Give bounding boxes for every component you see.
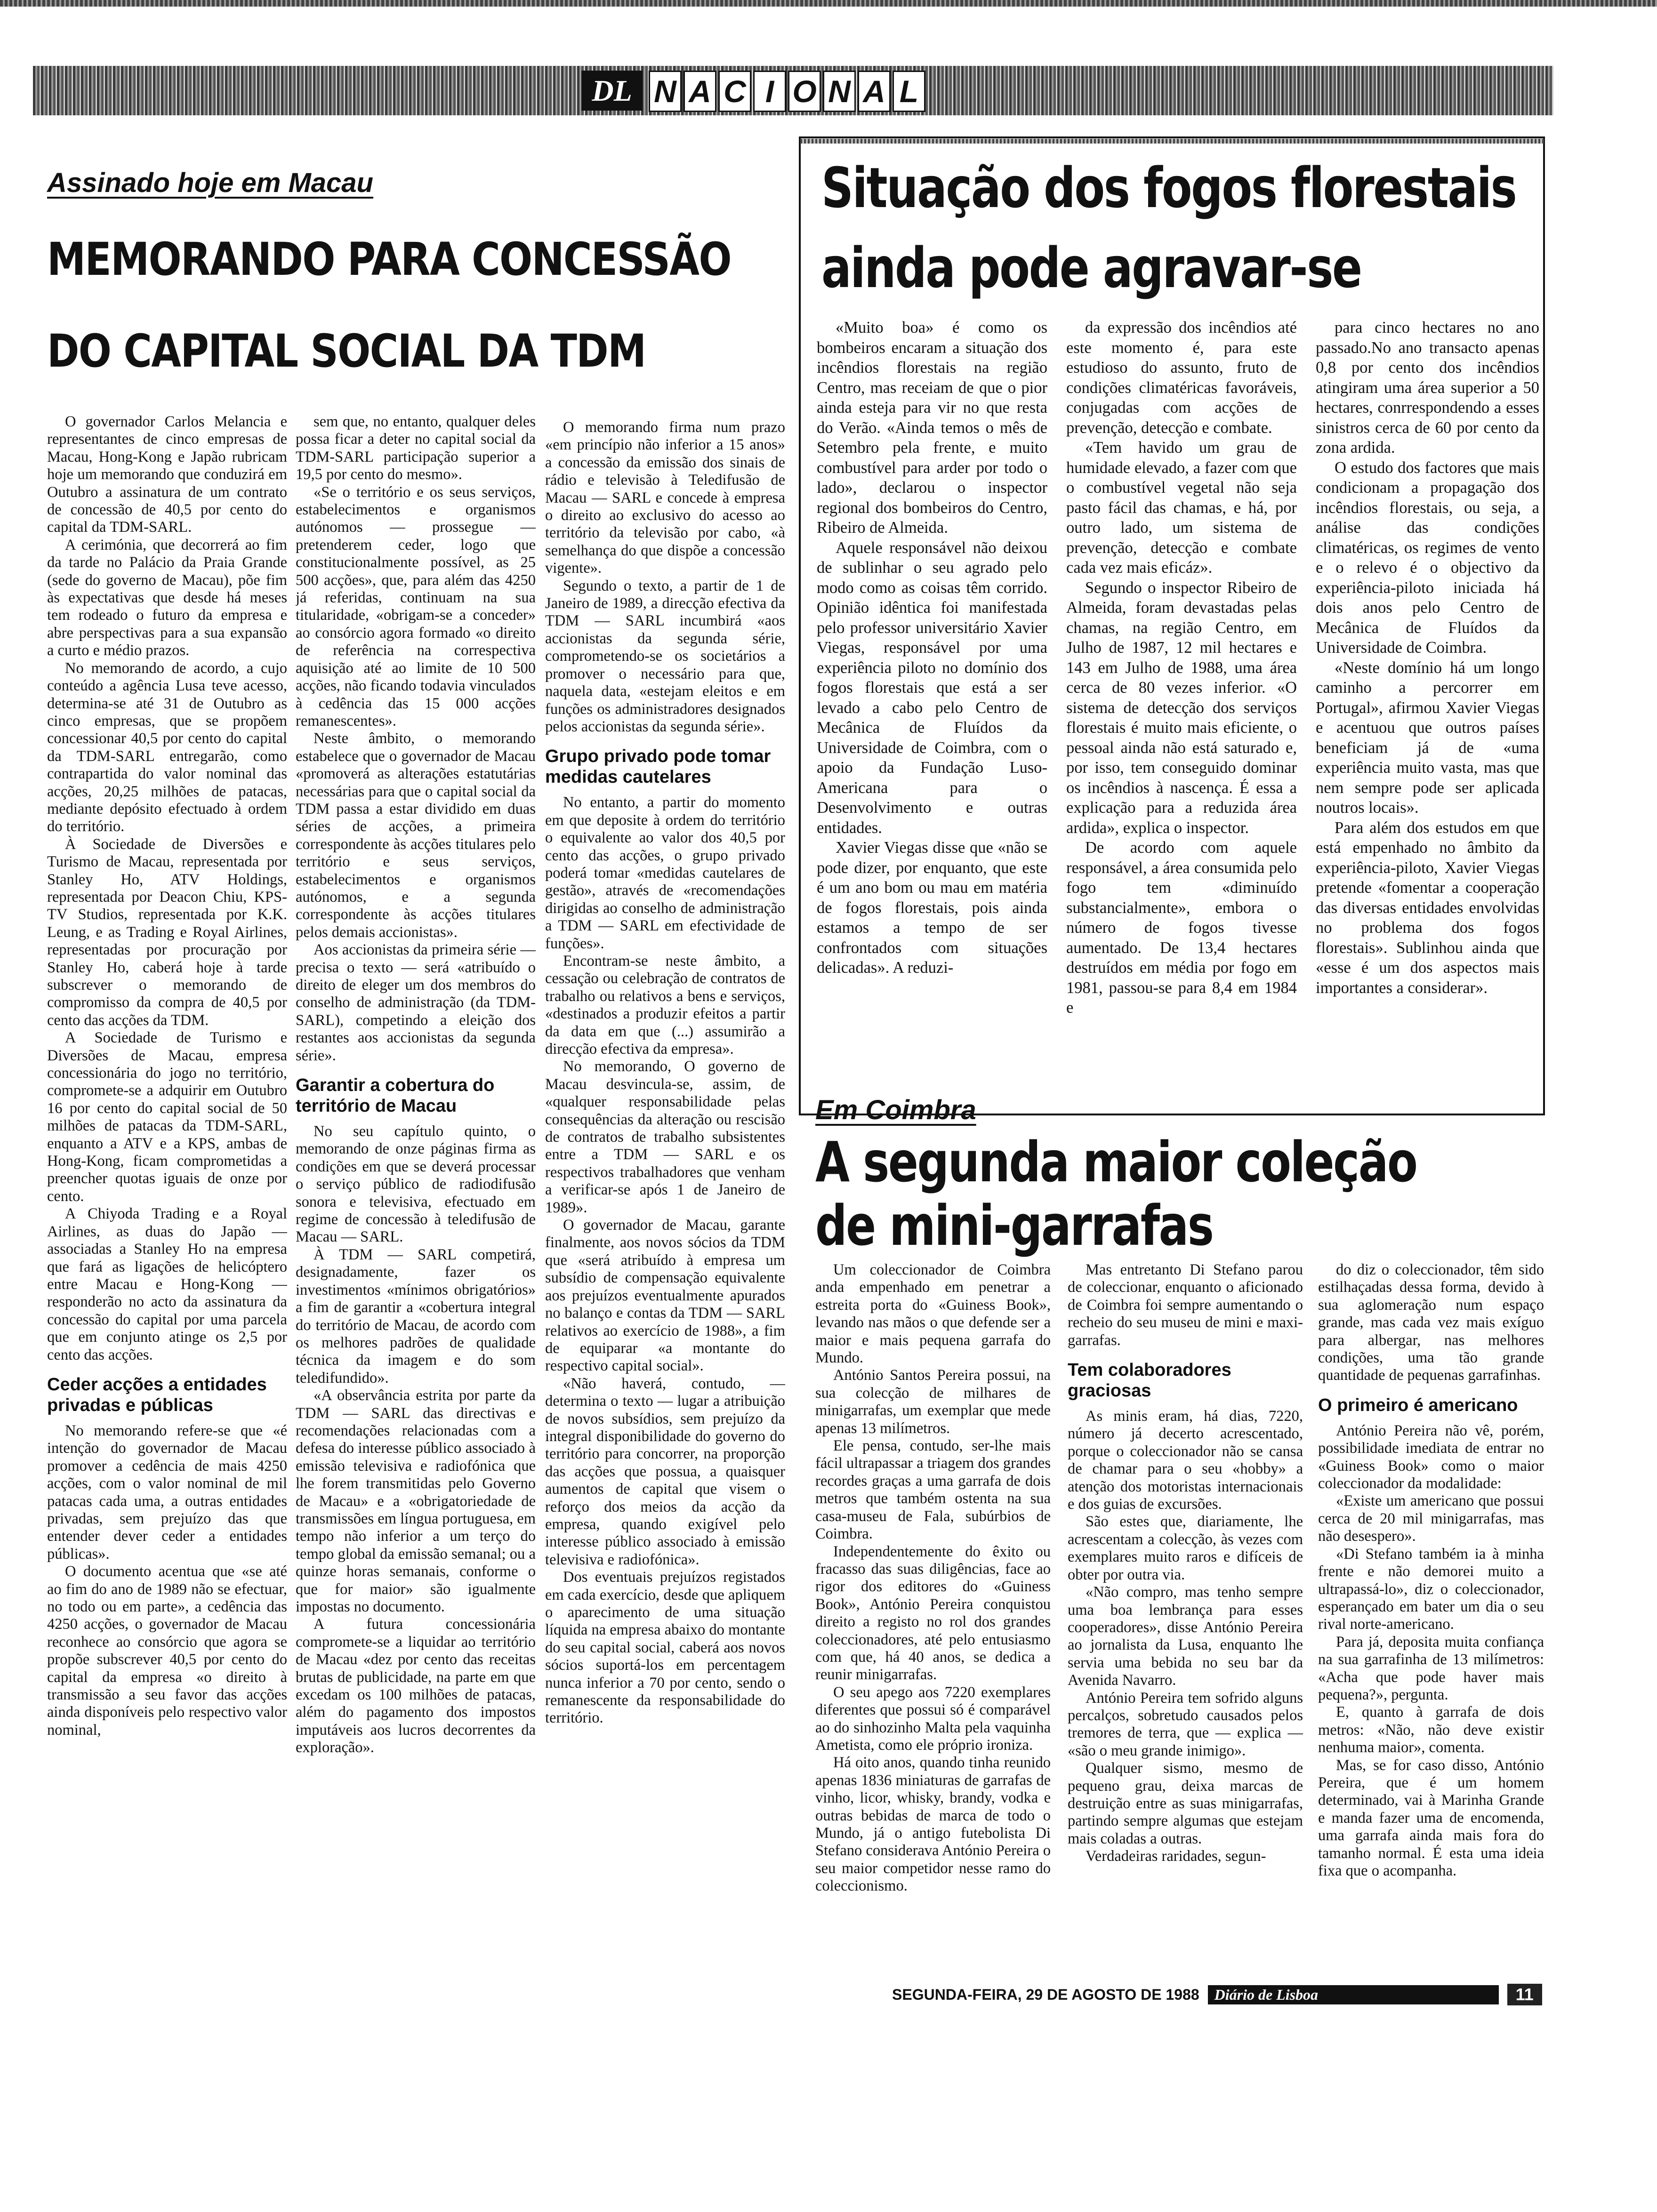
paragraph: «Di Stefano também ia à minha frente e não demorei muito a ultrapassá-lo», diz o coleccionador, esperançado em bater um dia o seu rival norte-americano. — [1318, 1545, 1544, 1633]
paragraph: À Sociedade de Diversões e Turismo de Macau, representada por Stanley Ho, ATV Holdings, representada por Deacon Chiu, KPS-TV Studios, representada por K.K. Leung, e as Trading e Royal Airlines, representadas por procuração por Stanley Ho, caberá hoje à tarde subscrever o memorando de compromisso da compra de 40,5 por cento das acções da TDM. — [47, 835, 287, 1029]
paragraph: do diz o coleccionador, têm sido estilhaçadas dessa forma, devido à sua aglomeração num espaço grande, mas cada vez mais exíguo para albergar, nas melhores condições, uma tão grande quantidade de pequenas garrafinhas. — [1318, 1261, 1544, 1384]
paragraph: São estes que, diariamente, lhe acrescentam a colecção, às vezes com exemplares muito raros e difíceis de obter por outra via. — [1068, 1513, 1303, 1583]
section-letter: N — [823, 71, 856, 112]
paragraph: para cinco hectares no ano passado.No ano transacto apenas 0,8 por cento dos incêndios atingiram uma área superior a 50 hectares, conrrespondendo a esses sinistros cerca de 60 por cento da zona ardida. — [1316, 319, 1539, 457]
paragraph: António Pereira não vê, porém, possibilidade imediata de entrar no «Guiness Book» como o maior coleccionador da modalidade: — [1318, 1422, 1544, 1492]
paragraph: Aos accionistas da primeira série — precisa o texto — será «atribuído o direito de eleger um dos membros do conselho de administração (da TDM-SARL), competindo a eleição dos restantes aos accionistas da segunda série». — [296, 941, 536, 1064]
paragraph: No memorando refere-se que «é intenção do governador de Macau promover a cedência de mais 4250 acções, com o valor nominal de mil patacas cada uma, a outras entidades privadas, sem prejuízo das que entender dever ceder a entidades públicas». — [47, 1422, 287, 1563]
paragraph: «A observância estrita por parte da TDM — SARL das directivas e recomendações relacionadas com a defesa do interesse público associado à emissão televisiva e radiofónica que lhe forem transmitidas pelo Governo de Macau» e a «obrigatoriedade de transmissões em língua portuguesa, em tempo não inferior a um terço do tempo global da emissão semanal; ou a quinze horas semanais, conforme o que for maior» são igualmente impostas no documento. — [296, 1387, 536, 1615]
article1-column-2 — [296, 413, 536, 1966]
paragraph: A futura concessionária compromete-se a liquidar ao território de Macau «dez por cento das receitas brutas de publicidade, na parte em que excedam os 100 milhões de patacas, além do pagamento dos impostos imputáveis aos lucros decorrentes da exploração». — [296, 1616, 536, 1756]
paragraph: Verdadeiras raridades, segun- — [1086, 1848, 1266, 1865]
article1-column-1 — [47, 413, 287, 1966]
article3-subhead-2: O primeiro é americano — [1318, 1395, 1518, 1415]
paragraph: António Santos Pereira possui, na sua colecção de milhares de minigarrafas, um exemplar que mede apenas 13 milímetros. — [815, 1367, 1051, 1437]
paragraph: O memorando firma num prazo «em princípio não inferior a 15 anos» a concessão da emissão dos sinais de rádio e televisão à Teledifusão de Macau — SARL e concede à empresa o direito ao exclusivo do acesso ao território da televisão por cabo, «à semelhança do que dispõe a concessão vigente». — [545, 419, 785, 577]
article1-headline-line2: DO CAPITAL SOCIAL DA TDM — [47, 325, 646, 377]
footer-masthead: Diário de Lisboa — [1208, 1985, 1499, 2004]
paragraph: «Se o território e os seus serviços, estabelecimentos e organismos autónomos — prossegue — pretenderem ceder, logo que constitucionalmente possível, as 25 500 acções», que, para além das 4250 já referidas, continuam na sua titularidade, «obrigam-se a conceder» ao consórcio agora formado «o direito de referência na correspectiva aquisição até ao limite de 10 500 acções, não ficando todavia vinculados à cedência das 15 000 acções remanescentes». — [296, 483, 536, 729]
section-letter: C — [718, 71, 751, 112]
article1-subhead-2: Garantir a cobertura do território de Macau — [296, 1075, 495, 1116]
article2-headline-line1: Situação dos fogos florestais — [821, 155, 1516, 220]
section-letter: L — [893, 71, 925, 112]
paragraph: Encontram-se neste âmbito, a cessação ou celebração de contratos de trabalho ou relativos a bens e serviços, «destinados a produzir efeitos a partir da data em que (...) assumirão a direcção efectiva da empresa». — [545, 952, 785, 1058]
section-letter: N — [649, 71, 682, 112]
paragraph: Há oito anos, quando tinha reunido apenas 1836 miniaturas de garrafas de vinho, licor, whisky, brandy, vodka e outras bebidas de marca de todo o Mundo, já o antigo futebolista Di Stefano considerava António Pereira o seu maior competidor nesse ramo do coleccionismo. — [815, 1754, 1051, 1895]
footer-date: SEGUNDA-FEIRA, 29 DE AGOSTO DE 1988 — [892, 1986, 1199, 2003]
paragraph: da expressão dos incêndios até este momento é, para este estudioso do assunto, fruto de condições climatéricas favoráveis, conjugadas com acções de prevenção, detecção e combate. — [1066, 319, 1297, 437]
article2-box-top-rule — [800, 139, 1544, 144]
paragraph: Ele pensa, contudo, ser-lhe mais fácil ultrapassar a triagem dos grandes recordes graças a uma garrafa de dois metros que também ostenta na sua casa-museu de Fala, subúrbios de Coimbra. — [815, 1437, 1051, 1543]
paragraph: A Sociedade de Turismo e Diversões de Macau, empresa concessionária do jogo no território, compromete-se a adquirir em Outubro 16 por cento do capital social de 50 milhões de patacas da TDM-SARL, enquanto a ATV e a KPS, ambas de Hong-Kong, ficam comprometidas a preencher quotas iguais de onze por cento. — [47, 1029, 287, 1205]
paragraph: sem que, no entanto, qualquer deles possa ficar a deter no capital social da TDM-SARL participação superior a 19,5 por cento do mesmo». — [296, 413, 536, 483]
article1-subhead-3: Grupo privado pode tomar medidas cautelares — [545, 746, 771, 787]
paragraph: O documento acentua que «se até ao fim do ano de 1989 não se efectuar, no todo ou em parte», a cedência das 4250 acções, o governador de Macau reconhece ao consórcio que agora se propõe subscrever 40,5 por cento do capital da empresa «o direito à transmissão a seu favor das acções ainda disponíveis pelo respectivo valor nominal, — [47, 1563, 287, 1739]
paragraph: «Muito boa» é como os bombeiros encaram a situação dos incêndios florestais na região Centro, mas receiam de que o pior ainda esteja para vir no que resta do Verão. «Ainda temos o mês de Setembro pela frente, e muito combustível para arder por todo o lado», declarou o inspector regional dos bombeiros do Centro, Ribeiro de Almeida. — [817, 319, 1047, 537]
paragraph: No memorando de acordo, a cujo conteúdo a agência Lusa teve acesso, determina-se até 31 de Outubro as cinco empresas, que se propõem concessionar 40,5 por cento do capital da TDM-SARL entregarão, como contrapartida do valor nominal das acções, 20,25 milhões de patacas, mediante depósito efectuado à ordem do território. — [47, 659, 287, 835]
paragraph: Aquele responsável não deixou de sublinhar o seu agrado pelo modo como as coisas têm corrido. Opinião idêntica foi manifestada pelo professor universitário Xavier Viegas, responsável por uma experiência piloto no domínio dos fogos florestais que está a ser levado a cabo pelo Centro de Mecânica de Fluídos da Universidade de Coimbra, com o apoio da Fundação Luso-Americana para o Desenvolvimento e outras entidades. — [817, 538, 1047, 837]
article2-column-2 — [1066, 318, 1297, 1106]
paragraph: Mas, se for caso disso, António Pereira, que é um homem determinado, vai à Marinha Grande e manda fazer uma de encomenda, uma garrafa ainda mais fora do tamanho normal. É esta uma ideia fixa que o acompanha. — [1318, 1756, 1544, 1879]
article1-subhead-1: Ceder acções a entidades privadas e públicas — [47, 1374, 267, 1415]
article3-column-3 — [1318, 1261, 1544, 1977]
page-footer — [892, 1983, 1542, 2006]
paragraph: Neste âmbito, o memorando estabelece que o governador de Macau «promoverá as alterações estatutárias necessárias para que o capital social da TDM passa a estar dividido em duas séries de acções, a primeira correspondente às acções titulares pelo território e seus serviços, estabelecimentos e organismos autónomos, e a segunda correspondente às acções titulares pelos demais accionistas». — [296, 730, 536, 941]
paragraph: De acordo com aquele responsável, a área consumida pelo fogo tem «diminuído substancialmente», embora o número de fogos tivesse aumentado. De 13,4 hectares destruídos em média por fogo em 1981, passou-se para 8,4 em 1984 e — [1066, 839, 1297, 1017]
paragraph: «Existe um americano que possui cerca de 20 mil minigarrafas, mas não desespero». — [1318, 1492, 1544, 1545]
paragraph: «Não haverá, contudo, — determina o texto — lugar a atribuição de novos subsídios, sem prejuízo da integral disponibilidade do governo do território para concorrer, na proporção das acções que possua, a quaisquer aumentos de capital que visem o reforço dos meios da acção da empresa, quando exigível pelo interesse público associado à emissão televisiva e radiofónica». — [545, 1375, 785, 1568]
paragraph: O seu apego aos 7220 exemplares diferentes que possui só é comparável ao do sinhozinho Malta pela vaquinha Ametista, como ele próprio ironiza. — [815, 1683, 1051, 1754]
paragraph: António Pereira tem sofrido alguns percalços, sobretudo causados pelos tremores de terra, que — explica — «são o meu grande inimigo». — [1068, 1689, 1303, 1759]
paragraph: No entanto, a partir do momento em que deposite à ordem do território o equivalente ao valor dos 40,5 por cento das acções, o grupo privado poderá tomar «medidas cautelares de gestão», através de «recomendações dirigidas ao conselho de administração a TDM — SARL em efectividade de funções». — [545, 794, 785, 952]
article3-column-1 — [815, 1261, 1051, 1977]
paragraph: Segundo o inspector Ribeiro de Almeida, foram devastadas pelas chamas, na região Centro, em Julho de 1987, 12 mil hectares e 143 em Julho de 1988, uma área cerca de 80 vezes inferior. «O sistema de detecção dos serviços florestais é muito mais eficiente, o pessoal ainda não está saturado e, por isso, tem conseguido dominar os incêndios à nascença. É essa a explicação para a reduzida área ardida», explica o inspector. — [1066, 578, 1297, 837]
paragraph: À TDM — SARL competirá, designadamente, fazer os investimentos «mínimos obrigatórios» a fim de garantir a «cobertura integral do território de Macau, de acordo com os melhores padrões de qualidade técnica da imagem e do som teledifundido». — [296, 1246, 536, 1387]
article1-kicker: Assinado hoje em Macau — [47, 168, 373, 198]
paragraph: Dos eventuais prejuízos registados em cada exercício, desde que apliquem o aparecimento de uma situação líquida na empresa abaixo do montante do seu capital social, caberá aos novos sócios suportá-los em percentagem nunca inferior a 70 por cento, sendo o remanescente da responsabilidade do território. — [545, 1569, 785, 1727]
section-letter: A — [858, 71, 891, 112]
paragraph: «Neste domínio há um longo caminho a percorrer em Portugal», afirmou Xavier Viegas e acentuou que outros países beneficiam já de «uma experiência muito vasta, mas que nem sempre pode ser aplicada noutros locais». — [1316, 658, 1539, 817]
page-number: 11 — [1507, 1984, 1542, 2005]
paragraph: No seu capítulo quinto, o memorando de onze páginas firma as condições em que se deverá processar o serviço público de radiodifusão sonora e televisiva, efectuado em regime de concessão à teledifusão de Macau — SARL. — [296, 1123, 536, 1246]
section-letter: O — [788, 71, 821, 112]
top-rule — [0, 0, 1657, 7]
paragraph: Um coleccionador de Coimbra anda empenhado em penetrar a estreita porta do «Guiness Book», levando nas mãos o que defende ser a maior e mais pequena garrafa do Mundo. — [815, 1261, 1051, 1367]
paragraph: Segundo o texto, a partir de 1 de Janeiro de 1989, a direcção efectiva da TDM — SARL incumbirá «aos accionistas da segunda série, comprometendo-se os societários a promover o necessário para que, naquela data, «estejam eleitos e em funções os administradores designados pelos accionistas da segunda série». — [545, 577, 785, 735]
paragraph: A cerimónia, que decorrerá ao fim da tarde no Palácio da Praia Grande (sede do governo de Macau), põe fim às expectativas que desde há meses tem rodeado o futuro da empresa e abre perspectivas para a sua expansão a curto e médio prazos. — [47, 536, 287, 659]
article2-column-3 — [1316, 318, 1539, 1106]
newspaper-logo: DL — [581, 71, 643, 111]
paragraph: As minis eram, há dias, 7220, número já decerto acrescentado, porque o coleccionador não se cansa de chamar para o seu «hobby» a atenção dos motoristas internacionais e dos guias de excursões. — [1068, 1408, 1303, 1513]
paragraph: Qualquer sismo, mesmo de pequeno grau, deixa marcas de destruição entre as suas minigarrafas, partindo sempre algumas que estejam mais coladas a outras. — [1068, 1760, 1303, 1847]
article3-kicker: Em Coimbra — [815, 1095, 976, 1125]
paragraph: Para já, deposita muita confiança na sua garrafinha de 13 milímetros: «Acha que pode haver mais pequena?», pergunta. — [1318, 1633, 1544, 1703]
paragraph: Para além dos estudos em que está empenhado no âmbito da experiência-piloto, Xavier Viegas pretende «fomentar a cooperação das diversas entidades envolvidas no problema dos fogos florestais». Sublinhou ainda que «esse é um dos aspectos mais importantes a considerar». — [1316, 818, 1539, 997]
article2-column-1 — [817, 318, 1047, 1106]
article3-subhead-1: Tem colaboradores graciosas — [1068, 1360, 1231, 1401]
article1-headline-line1: MEMORANDO PARA CONCESSÃO — [47, 233, 731, 286]
section-letter: I — [753, 71, 786, 112]
article3-headline-line1: A segunda maior coleção — [815, 1130, 1417, 1194]
paragraph: Mas entretanto Di Stefano parou de coleccionar, enquanto o aficionado de Coimbra foi sempre aumentando o recheio do seu museu de mini e maxi-garrafas. — [1068, 1261, 1303, 1349]
paragraph: O governador de Macau, garante finalmente, aos novos sócios da TDM que «será atribuído à empresa um subsídio de compensação equivalente aos prejuízos eventualmente apurados no balanço e contas da TDM — SARL relativos ao exercício de 1988», a fim de equiparar «a montante do respectivo capital social». — [545, 1217, 785, 1375]
article3-headline-line2: de mini-garrafas — [815, 1193, 1213, 1258]
paragraph: Independentemente do êxito ou fracasso das suas diligências, face ao rigor dos editores do «Guiness Book», António Pereira conquistou direito a registo no rol dos grandes coleccionadores, até pelo entusiasmo com que, há 40 anos, se dedica a reunir minigarrafas. — [815, 1543, 1051, 1683]
article3-column-2 — [1068, 1261, 1303, 1977]
paragraph: A Chiyoda Trading e a Royal Airlines, as duas do Japão — associadas a Stanley Ho na empresa que fará as ligações de helicóptero entre Macau e Hong-Kong — responderão no acto da assinatura da concessão do capital por uma parcela que em conjunto atinge os 2,5 por cento das acções. — [47, 1205, 287, 1363]
paragraph: E, quanto à garrafa de dois metros: «Não, não deve existir nenhuma maior», comenta. — [1318, 1704, 1544, 1756]
paragraph: «Não compro, mas tenho sempre uma boa lembrança para esses cooperadores», disse António Pereira ao jornalista da Lusa, enquanto lhe servia uma bebida no seu bar da Avenida Navarro. — [1068, 1584, 1303, 1689]
paragraph: «Tem havido um grau de humidade elevado, a fazer com que o combustível vegetal não seja pasto fácil das chamas, e há, por outro lado, um sistema de prevenção, detecção e combate cada vez mais eficáz». — [1066, 439, 1297, 577]
article1-column-3 — [545, 419, 785, 1967]
paragraph: No memorando, O governo de Macau desvincula-se, assim, de «qualquer responsabilidade pelas consequências da alteração ou rescisão de contratos de trabalho subsistentes entre a TDM — SARL e os respectivos trabalhadores que venham a verificar-se após 1 de Janeiro de 1989». — [545, 1058, 785, 1216]
paragraph: Xavier Viegas disse que «não se pode dizer, por enquanto, que este é um ano bom ou mau em matéria de fogos florestais, pois ainda estamos a tempo de ser confrontados com situações delicadas». A reduzi- — [817, 839, 1047, 977]
section-title — [649, 71, 925, 111]
paragraph: O estudo dos factores que mais condicionam a propagação dos incêndios florestais, ou seja, a análise das condições climatéricas, os regimes de vento e o relevo é o objectivo da experiência-piloto iniciada há dois anos pelo Centro de Mecânica de Fluídos da Universidade de Coimbra. — [1316, 458, 1539, 657]
article2-headline-line2: ainda pode agravar-se — [821, 235, 1361, 300]
section-letter: A — [684, 71, 716, 112]
paragraph: O governador Carlos Melancia e representantes de cinco empresas de Macau, Hong-Kong e Japão rubricam hoje um memorando que conduzirá em Outubro a assinatura de um contrato de concessão de 40,5 por cento do capital da TDM-SARL. — [47, 413, 287, 536]
